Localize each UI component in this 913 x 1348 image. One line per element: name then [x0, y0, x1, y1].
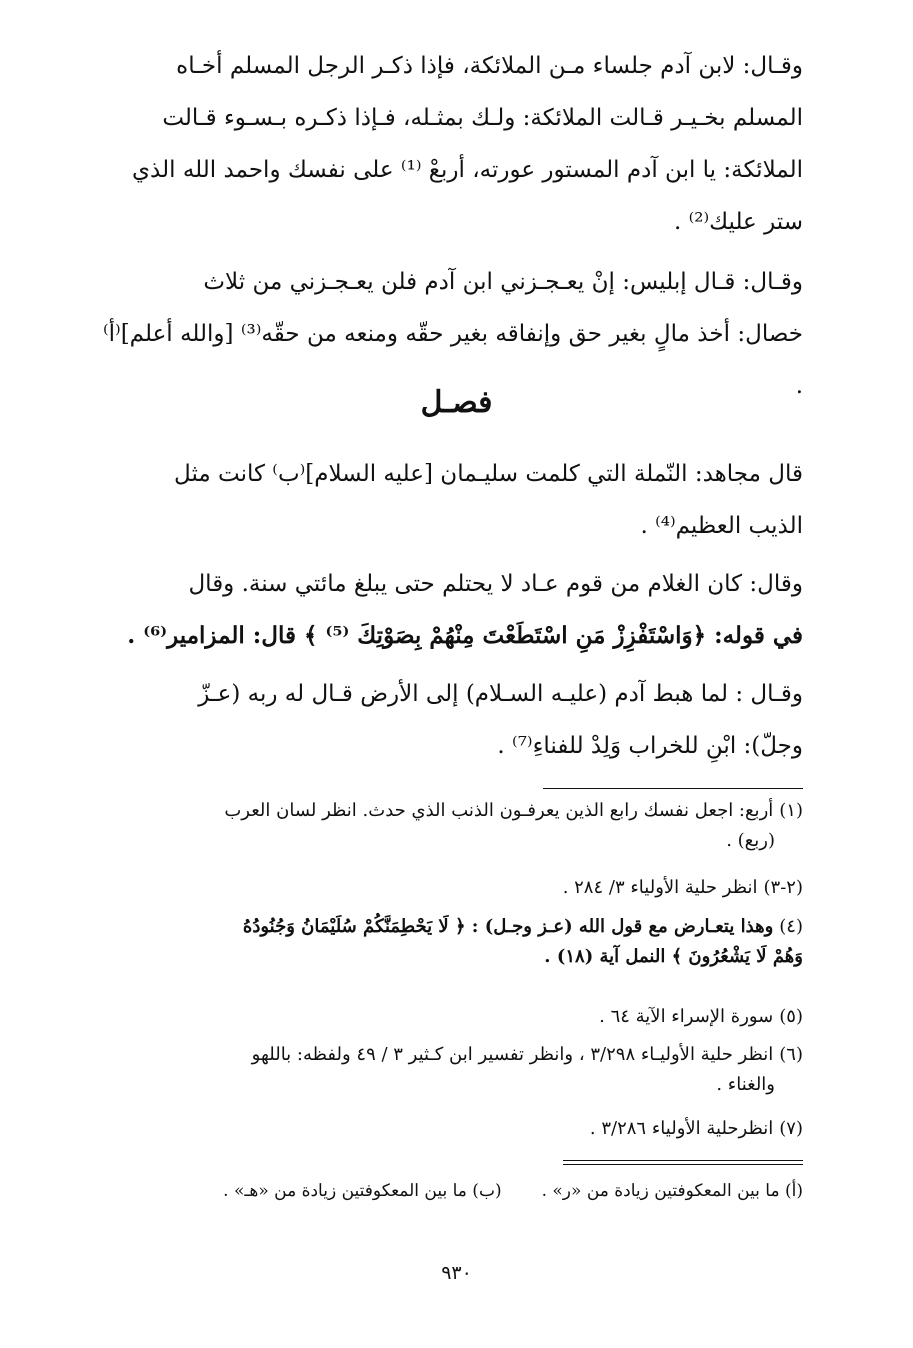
text-line: المسلم بخـيـر قـالت الملائكة: ولـك بمثـله، فـإذا ذكـره بـسـوء قـالت — [162, 105, 803, 131]
editorial-note: (ب) ما بين المعكوفتين زيادة من «هـ» . — [223, 1181, 502, 1201]
paragraph-aad — [103, 558, 803, 662]
footnote-number: (١) — [779, 800, 803, 821]
footnote-text: والغناء . — [716, 1074, 775, 1095]
footnote-text: وهذا يتعـارض مع قول الله (عـز وجـل) : ﴿ لَا يَحْطِمَنَّكُمْ سُلَيْمَانُ وَجُنُودُهُ — [242, 916, 774, 937]
footnote-text: انظرحلية الأولياء ٣/٢٨٦ . — [589, 1118, 774, 1139]
footnote-number: (٦) — [779, 1044, 803, 1065]
footnote-text: سورة الإسراء الآية ٦٤ . — [599, 1006, 774, 1027]
text-line: خصال: أخذ مالٍ بغير حق وإنفاقه بغير حقّه ومنعه من حقّه⁽³⁾ [والله أعلم]⁽أ⁾ . — [103, 321, 803, 399]
editorial-separator — [563, 1160, 803, 1165]
text-line: وجلّ): ابْنِ للخراب وَلِدْ للفناءِ⁽⁷⁾ . — [497, 733, 803, 759]
text-line: ستر عليك⁽²⁾ . — [673, 209, 803, 235]
footnote-number: (٢-٣) — [763, 877, 803, 898]
footnote-text: وَهُمْ لَا يَشْعُرُونَ ﴾ النمل آية (١٨) . — [544, 946, 803, 967]
text-line: قال مجاهد: النّملة التي كلمت سليـمان [عليه السلام]⁽ب⁾ كانت مثل — [174, 461, 803, 487]
text-line: وقـال: قـال إبليس: إنْ يعـجـزني ابن آدم فلن يعـجـزني من ثلاث — [203, 269, 803, 295]
page-number: ٩٣٠ — [441, 1262, 472, 1284]
footnote-number: (٧) — [779, 1118, 803, 1139]
editorial-notes — [103, 1176, 803, 1206]
footnote-text: انظر حلية الأولياء ٣/ ٢٨٤ . — [562, 877, 758, 898]
footnote-separator — [543, 788, 803, 789]
footnote — [103, 1040, 803, 1100]
footnote-number: (٥) — [779, 1006, 803, 1027]
text-line: وقال: كان الغلام من قوم عـاد لا يحتلم حتى يبلغ مائتي سنة. وقال — [188, 571, 803, 597]
footnote-text: أربع: اجعل نفسك رابع الذين يعرفـون الذنب الذي حدث. انظر لسان العرب — [224, 800, 774, 821]
footnote-text: (ربع) . — [726, 830, 775, 851]
footnote — [103, 796, 803, 856]
footnote — [103, 873, 803, 903]
footnote — [103, 1002, 803, 1032]
footnote — [103, 912, 803, 972]
text-line: وقـال: لابن آدم جلساء مـن الملائكة، فإذا ذكـر الرجل المسلم أخـاه — [176, 53, 803, 79]
editorial-note: (أ) ما بين المعكوفتين زيادة من «ر» . — [541, 1181, 803, 1201]
text-line: الملائكة: يا ابن آدم المستور عورته، أربعْ ⁽¹⁾ على نفسك واحمد الله الذي — [132, 157, 803, 183]
text-line: الذيب العظيم⁽⁴⁾ . — [640, 513, 803, 539]
paragraph-adam — [103, 668, 803, 772]
footnote-number: (٤) — [779, 916, 803, 937]
footnote-text: انظر حلية الأوليـاء ٣/٢٩٨ ، وانظر تفسير ابن كـثير ٣ / ٤٩ ولفظه: باللهو — [251, 1044, 774, 1065]
section-heading: فصـل — [420, 385, 493, 420]
text-line: وقـال : لما هبط آدم (عليـه السـلام) إلى الأرض قـال له ربه (عـزّ — [198, 681, 803, 707]
footnote — [103, 1114, 803, 1144]
text-line: في قوله: ﴿وَاسْتَفْزِزْ مَنِ اسْتَطَعْتَ مِنْهُمْ بِصَوْتِكَ ⁽⁵⁾ ﴾ قال: المزامير⁽⁶⁾ . — [127, 622, 803, 649]
paragraph-angels — [103, 40, 803, 248]
paragraph-mujahid — [103, 448, 803, 552]
